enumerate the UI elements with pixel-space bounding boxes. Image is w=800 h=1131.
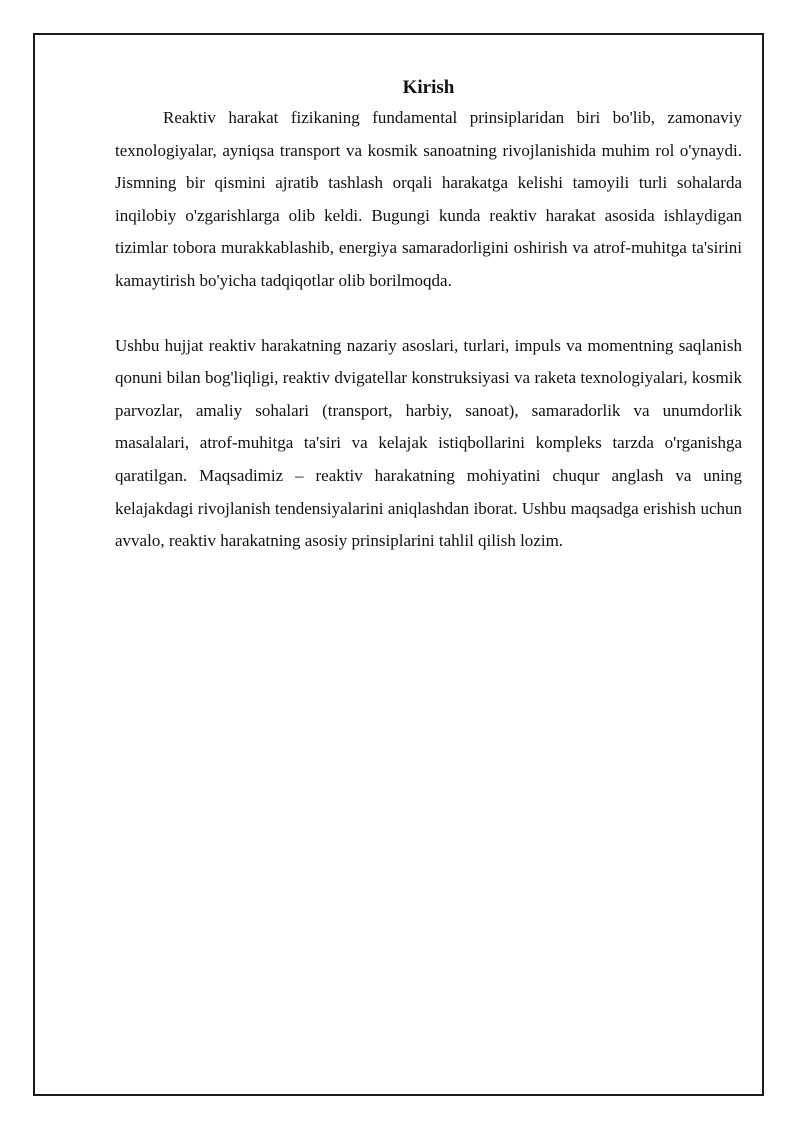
- paragraph-spacer: [115, 298, 742, 330]
- paragraph-scope: Ushbu hujjat reaktiv harakatning nazariy asoslari, turlari, impuls va momentning saqlanish qonuni bilan bog'liqligi, reaktiv dvigatellar konstruksiyasi va raketa texnologiyalari, kosmik parvozlar, amaliy sohalari (transport, harbiy, sanoat), samaradorlik va unumdorlik masalalari, atrof-muhitga ta'siri va kelajak istiqbollarini kompleks tarzda o'rganishga qaratilgan. Maqsadimiz – reaktiv harakatning mohiyatini chuqur anglash va uning kelajakdagi rivojlanish tendensiyalarini aniqlashdan iborat. Ushbu maqsadga erishish uchun avvalo, reaktiv harakatning asosiy prinsiplarini tahlil qilish lozim.: [115, 335, 742, 551]
- document-title: Kirish: [402, 77, 455, 98]
- document-body: [115, 74, 742, 558]
- paragraph-intro: Reaktiv harakat fizikaning fundamental prinsiplaridan biri bo'lib, zamonaviy texnologiyalar, ayniqsa transport va kosmik sanoatning rivojlanishida muhim rol o'ynaydi. Jismning bir qismini ajratib tashlash orqali harakatga kelishi tamoyili turli sohalarda inqilobiy o'zgarishlarga olib keldi. Bugungi kunda reaktiv harakat asosida ishlaydigan tizimlar tobora murakkablashib, energiya samaradorligini oshirish va atrof-muhitga ta'sirini kamaytirish bo'yicha tadqiqotlar olib borilmoqda.: [115, 108, 742, 290]
